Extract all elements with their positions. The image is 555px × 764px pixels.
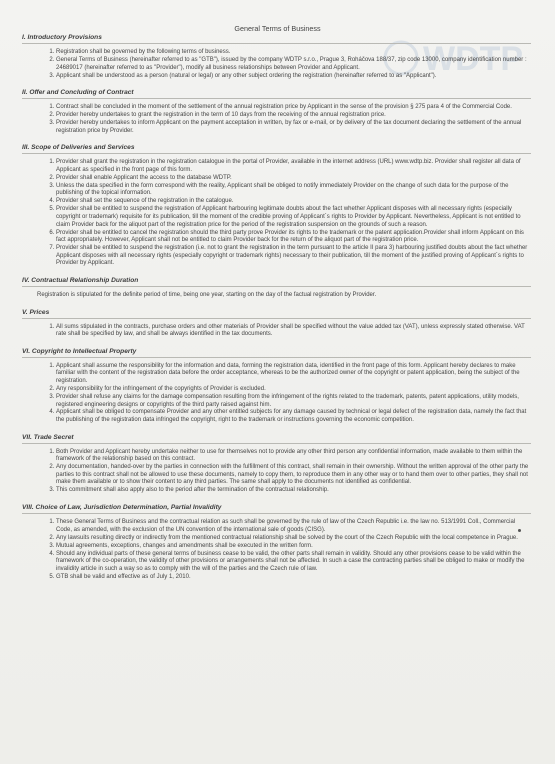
clause-item: 1. All sums stipulated in the contracts, purchase orders and other materials of Provider shall be specified without the value added tax (VAT), unless expressly stated otherwise. VAT rate shall be specified by law, and shall be always identified in the tax documents.	[56, 324, 531, 339]
section-heading: V. Prices	[22, 309, 531, 319]
clause-item: 6. Provider shall be entitled to cancel the registration should the third party prove Provider its rights to the trademark or the patent application.Provider shall inform Applicant on this fact appropriately. However, Applicant shall not be entitled to claim Provider back for the return of the aliquot part of the registration price.	[56, 230, 531, 245]
section-heading: VIII. Choice of Law, Jurisdiction Determination, Partial Invalidity	[22, 504, 531, 514]
clause-list	[22, 519, 531, 581]
section-heading: VII. Trade Secret	[22, 434, 531, 444]
clause-item: 4. Should any individual parts of these general terms of business cease to be valid, the other parts shall remain in validity. Should any other provisions cease to be valid within the framework of the co-operation, the validity of other provisions or arrangements shall not be affected. In such a case the contracting parties shall be obliged to make or modify the invalidity article in such a way so as to comply with the will of the parties and the Czech rule of law.	[56, 551, 531, 574]
terms-section	[22, 34, 531, 80]
clause-list	[22, 49, 531, 80]
terms-section	[22, 504, 531, 581]
terms-section	[22, 434, 531, 495]
section-heading: I. Introductory Provisions	[22, 34, 531, 44]
clause-item: 3. This commitment shall also apply also to the period after the termination of the contractual relationship.	[56, 487, 531, 495]
clause-list	[22, 449, 531, 495]
clause-item: 2. Any responsibility for the infringement of the copyrights of Provider is excluded.	[56, 386, 531, 394]
clause-item: 3. Provider shall refuse any claims for the damage compensation resulting from the infringement of the rights related to the trademark, patents, patent applications, utility models, registered engineering designs or copyrights of the third party raised against him.	[56, 394, 531, 409]
clause-item: 3. Provider hereby undertakes to inform Applicant on the payment acceptation in written, by fax or e-mail, or by delivery of the tax document declaring the settlement of the annual registration price by Provider.	[56, 120, 531, 135]
section-text: Registration is stipulated for the definite period of time, being one year, starting on the day of the factual registration by Provider.	[37, 291, 377, 298]
clause-item: 7. Provider shall be entitled to suspend the registration (i.e. not to grant the registration in the term pursuant to the article II para 3) harbouring justified doubts about the fact whether Applicant disposes with all necessary rights (especially copyright or trademark rights) necessary to their publication, till the moment of the justified proving of Applicant´s rights to Provider by Applicant.	[56, 245, 531, 268]
clause-item: 2. Any documentation, handed-over by the parties in connection with the fulfillment of this contract, shall remain in their ownership. Without the written approval of the other party the parties to this contract shall not be allowed to use these documents, namely to copy them, to reproduce them in any other way or to hand them over to other parties, they shall not make them available or to show their content to any third parties. The same shall apply to the documents not identified as confidential.	[56, 464, 531, 487]
terms-section	[22, 144, 531, 268]
clause-list	[22, 159, 531, 268]
clause-item: 2. General Terms of Business (hereinafter referred to as "GTB"), issued by the company WDTP s.r.o., Prague 3, Roháčova 188/37, zip code 13000, company identification number : 24689017 (hereinafter referred to as "Provider"), modify all business relationships between Provider and Applicant.	[56, 57, 531, 72]
terms-content	[22, 26, 531, 581]
section-heading: III. Scope of Deliveries and Services	[22, 144, 531, 154]
section-heading: VI. Copyright to Intellectual Property	[22, 348, 531, 358]
clause-item: 3. Unless the data specified in the form correspond with the reality, Applicant shall be obliged to notify immediately Provider on the change of such data for the purpose of the publishing of the topical information.	[56, 183, 531, 198]
clause-item: 1. Registration shall be governed by the following terms of business.	[56, 49, 531, 57]
clause-item: 1. Applicant shall assume the responsibility for the information and data, forming the registration data, identified in the front page of this form. Applicant hereby declares to make familiar with the content of the registration data before the order acceptance, whereas to be the authorized owner of the copyright or patent application, being the subject of the registration.	[56, 363, 531, 386]
section-heading: II. Offer and Concluding of Contract	[22, 89, 531, 99]
terms-section	[22, 277, 531, 300]
terms-section	[22, 348, 531, 425]
clause-item: 1. These General Terms of Business and the contractual relation as such shall be governed by the rule of law of the Czech Republic i.e. the law no. 513/1991 Coll., Commercial Code, as amended, with the exclusion of the UN convention of the international sale of goods (CISG).	[56, 519, 531, 534]
clause-item: 4. Applicant shall be obliged to compensate Provider and any other entitled subjects for any damage caused by technical or legal defect of the registration data, namely the fact that the publishing of the registration data infringed the copyright, right to the trademark or instructions governing the economic competition.	[56, 409, 531, 424]
clause-item: 1. Both Provider and Applicant hereby undertake neither to use for themselves not to provide any other third person any confidential information, made available to them within the framework of the relationship based on this contract.	[56, 449, 531, 464]
terms-section	[22, 309, 531, 339]
clause-item: 4. Provider shall set the sequence of the registration in the catalogue.	[56, 198, 531, 206]
clause-item: 5. Provider shall be entitled to suspend the registration of Applicant harbouring legitimate doubts about the fact whether Applicant disposes with all necessary rights (especially copyright or trademark) requisite for its publication, till the moment of the credible proving of Applicant´s rights to Provider by Applicant. Nevertheless, Applicant is not entitled to claim Provider back for the aliquot part of the registration price for the period of the registration suspension on the grounds of such a reason.	[56, 206, 531, 229]
clause-list	[22, 324, 531, 339]
section-heading: IV. Contractual Relationship Duration	[22, 277, 531, 287]
clause-item: 1. Contract shall be concluded in the moment of the settlement of the annual registration price by Applicant in the sense of the provision § 275 para 4 of the Commercial Code.	[56, 104, 531, 112]
terms-section	[22, 89, 531, 135]
clause-list	[22, 104, 531, 135]
clause-item: 3. Mutual agreements, exceptions, changes and amendments shall be executed in the written form.	[56, 543, 531, 551]
clause-item: 2. Provider hereby undertakes to grant the registration in the term of 10 days from the receiving of the annual registration price.	[56, 112, 531, 120]
clause-item: 2. Provider shall enable Applicant the access to the database WDTP.	[56, 175, 531, 183]
clause-item: 2. Any lawsuits resulting directly or indirectly from the mentioned contractual relationship shall be solved by the court of the Czech Republic with the local competence in Prague.	[56, 535, 531, 543]
document-title: General Terms of Business	[234, 24, 321, 33]
clause-item: 3. Applicant shall be understood as a person (natural or legal) or any other subject ordering the registration (hereinafter referred to as "Applicant").	[56, 73, 531, 81]
clause-list	[22, 363, 531, 425]
svg-text:WDTP: WDTP	[423, 40, 524, 78]
clause-item: 5. GTB shall be valid and effective as of July 1, 2010.	[56, 574, 531, 582]
clause-item: 1. Provider shall grant the registration in the registration catalogue in the portal of Provider, available in the internet address (URL) www.wdtp.biz. Provider shall register all data of Applicant as specified in the front page of this form.	[56, 159, 531, 174]
